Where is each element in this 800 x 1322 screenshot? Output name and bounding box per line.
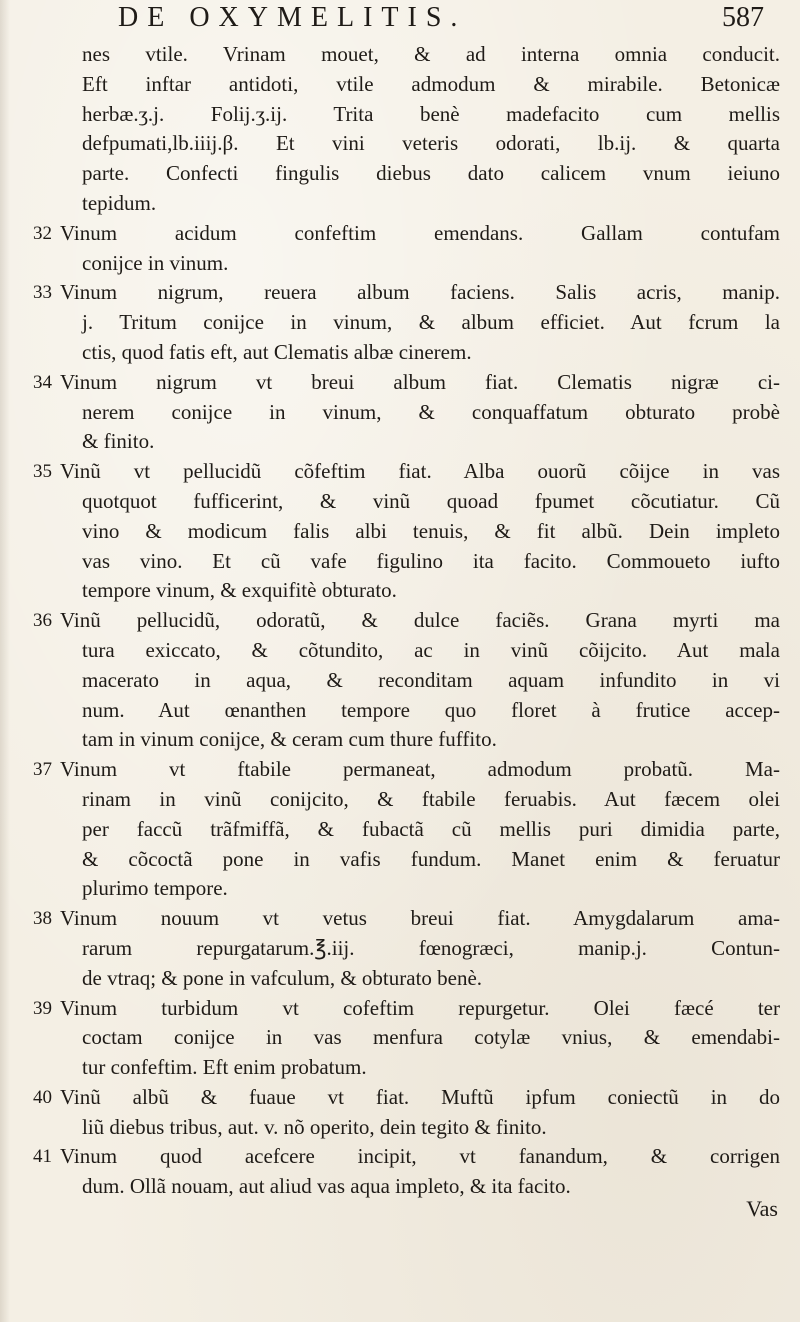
line-text: coctam conijce in vas menfura cotylæ vnius, & emendabi- [82,1025,780,1050]
text-block [0,40,800,1202]
page-header [0,2,800,36]
line-text: herbæ.ʒ.j. Folij.ʒ.ij. Trita benè madefacito cum mellis [82,101,780,126]
text-line [0,338,800,368]
line-text: de vtraq; & pone in vafculum, & obturato benè. [82,965,483,990]
text-line [0,845,800,875]
line-text: Vinum nouum vt vetus breui fiat. Amygdalarum ama- [60,906,780,931]
text-line [0,1113,800,1143]
catchword: Vas [746,1196,778,1222]
line-text: Eft inftar antidoti, vtile admodum & mirabile. Betonicæ [82,71,780,96]
text-line [0,129,800,159]
line-text: tur confeftim. Eft enim probatum. [82,1055,367,1080]
text-line [0,368,800,398]
line-text: Vinũ vt pellucidũ cõfeftim fiat. Alba ouorũ cõijce in vas [60,459,780,484]
entry-number: 33 [33,282,52,304]
text-line [0,1023,800,1053]
entry-number: 34 [33,371,52,393]
line-text: liũ diebus tribus, aut. v. nõ operito, dein tegito & finito. [82,1114,547,1139]
line-text: plurimo tempore. [82,876,228,901]
line-text: num. Aut œnanthen tempore quo floret à frutice accep- [82,697,780,722]
line-text: Vinum acidum confeftim emendans. Gallam contufam [60,220,780,245]
text-line [0,725,800,755]
text-line [0,785,800,815]
running-title: DE OXYMELITIS. [118,2,467,33]
text-line [0,755,800,785]
line-text: dum. Ollã nouam, aut aliud vas aqua impleto, & ita facito. [82,1174,571,1199]
line-text: quotquot fufficerint, & vinũ quoad fpumet cõcutiatur. Cũ [82,488,780,513]
line-text: Vinũ pellucidũ, odoratũ, & dulce faciẽs. Grana myrti ma [60,608,780,633]
text-line [0,994,800,1024]
line-text: j. Tritum conijce in vinum, & album efficiet. Aut fcrum la [82,310,780,335]
line-text: vas vino. Et cũ vafe figulino ita facito. Commoueto iufto [82,548,780,573]
page-number: 587 [722,2,764,33]
text-line [0,427,800,457]
text-line [0,904,800,934]
text-line [0,70,800,100]
text-line [0,696,800,726]
text-line [0,100,800,130]
text-line [0,1053,800,1083]
line-text: conijce in vinum. [82,250,229,275]
text-line [0,1172,800,1202]
entry-number: 37 [33,759,52,781]
line-text: per faccũ trãfmiffã, & fubactã cũ mellis puri dimidia parte, [82,816,780,841]
text-line [0,398,800,428]
entry-number: 38 [33,908,52,930]
line-text: parte. Confecti fingulis diebus dato calicem vnum ieiuno [82,161,780,186]
text-line [0,308,800,338]
line-text: Vinum nigrum vt breui album fiat. Clematis nigræ ci- [60,369,780,394]
text-line [0,40,800,70]
line-text: tempore vinum, & exquifitè obturato. [82,578,397,603]
line-text: Vinum vt ftabile permaneat, admodum probatũ. Ma- [60,757,780,782]
entry-number: 40 [33,1086,52,1108]
text-line [0,874,800,904]
line-text: rinam in vinũ conijcito, & ftabile feruabis. Aut fæcem olei [82,786,780,811]
text-line [0,1142,800,1172]
entry-number: 36 [33,610,52,632]
line-text: Vinũ albũ & fuaue vt fiat. Muftũ ipfum coniectũ in do [60,1084,780,1109]
line-text: & cõcoctã pone in vafis fundum. Manet enim & feruatur [82,846,780,871]
text-line [0,1083,800,1113]
line-text: tam in vinum conijce, & ceram cum thure fuffito. [82,727,497,752]
line-text: Vinum quod acefcere incipit, vt fanandum, & corrigen [60,1144,780,1169]
entry-number: 35 [33,461,52,483]
text-line [0,964,800,994]
text-line [0,606,800,636]
line-text: nes vtile. Vrinam mouet, & ad interna omnia conducit. [82,42,780,66]
text-line [0,249,800,279]
line-text: ctis, quod fatis eft, aut Clematis albæ cinerem. [82,339,472,364]
text-line [0,517,800,547]
line-text: nerem conijce in vinum, & conquaffatum obturato probè [82,399,780,424]
entry-number: 32 [33,222,52,244]
line-text: defpumati,lb.iiij.β. Et vini veteris odorati, lb.ij. & quarta [82,131,780,156]
text-line [0,666,800,696]
text-line [0,457,800,487]
entry-number: 39 [33,997,52,1019]
line-text: rarum repurgatarum.℥.iij. fœnogræci, manip.j. Contun- [82,935,780,960]
text-line [0,934,800,964]
text-line [0,815,800,845]
text-line [0,278,800,308]
line-text: macerato in aqua, & reconditam aquam infundito in vi [82,667,780,692]
entry-number: 41 [33,1146,52,1168]
line-text: Vinum turbidum vt cofeftim repurgetur. Olei fæcé ter [60,995,780,1020]
text-line [0,576,800,606]
text-line [0,636,800,666]
line-text: Vinum nigrum, reuera album faciens. Salis acris, manip. [60,280,780,305]
line-text: & finito. [82,429,155,454]
line-text: vino & modicum falis albi tenuis, & fit albũ. Dein impleto [82,518,780,543]
text-line [0,487,800,517]
line-text: tepidum. [82,190,157,215]
text-line [0,189,800,219]
text-line [0,159,800,189]
line-text: tura exiccato, & cõtundito, ac in vinũ cõijcito. Aut mala [82,637,780,662]
text-line [0,547,800,577]
text-line [0,219,800,249]
